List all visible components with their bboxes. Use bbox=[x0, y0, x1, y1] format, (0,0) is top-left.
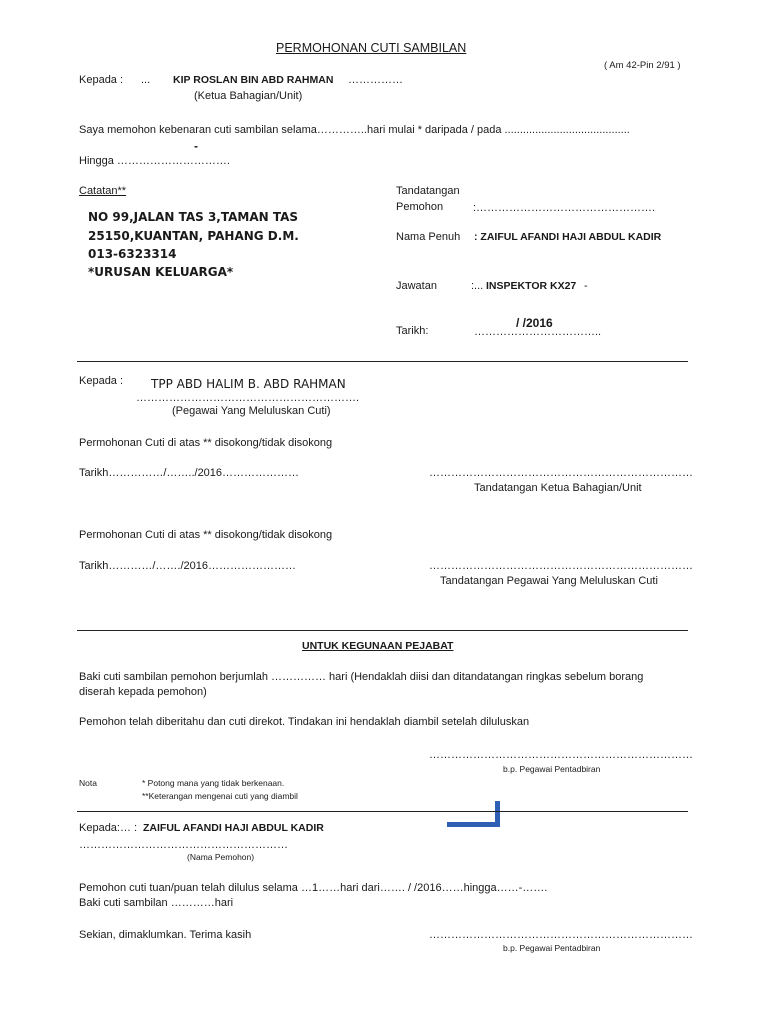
catatan-line-4: *URUSAN KELUARGA* bbox=[88, 265, 234, 279]
jawatan-prefix: :... bbox=[471, 280, 484, 292]
kepada-trail-dots: …………… bbox=[348, 74, 403, 86]
office-signature-dots: ……………………………………………………………… bbox=[429, 749, 693, 761]
section-divider-1 bbox=[77, 361, 688, 362]
kepada-dots-4: ………………………………………………… bbox=[79, 839, 288, 851]
jawatan-value: INSPEKTOR KX27 bbox=[486, 280, 577, 292]
tarikh-line-2: Tarikh…………/……./2016…………………… bbox=[79, 560, 296, 572]
pemohon-line: Pemohon telah diberitahu dan cuti direkot. Tindakan ini hendaklah diambil setelah diluluskan bbox=[79, 716, 530, 728]
nota-line-1: * Potong mana yang tidak berkenaan. bbox=[142, 778, 285, 788]
signature-dots: :…………………………………………. bbox=[473, 202, 656, 214]
section-divider-2 bbox=[77, 630, 688, 631]
final-signature-label: b.p. Pegawai Pentadbiran bbox=[503, 943, 601, 953]
catatan-line-1: NO 99,JALAN TAS 3,TAMAN TAS bbox=[88, 210, 299, 224]
kepada-dots: ... bbox=[141, 74, 151, 86]
baki-cuti-line: Baki cuti sambilan …………hari bbox=[79, 897, 234, 909]
kepada-label: Kepada : bbox=[79, 74, 124, 86]
kepada-role-4: (Nama Pemohon) bbox=[187, 852, 255, 862]
request-line: Saya memohon kebenaran cuti sambilan selama…………..hari mulai * daripada / pada ......................................... bbox=[79, 124, 630, 136]
signature-label-ketua: Tandatangan Ketua Bahagian/Unit bbox=[474, 482, 642, 494]
kepada-name-2: TPP ABD HALIM B. ABD RAHMAN bbox=[151, 377, 346, 391]
blue-pen-mark bbox=[447, 801, 501, 829]
jawatan-suffix: - bbox=[584, 280, 588, 292]
baki-line-1: Baki cuti sambilan pemohon berjumlah …………… hari (Hendaklah diisi dan ditandatangan ringkas sebelum borang bbox=[79, 671, 644, 683]
nama-label: Nama Penuh bbox=[396, 231, 461, 243]
jawatan-label: Jawatan bbox=[396, 280, 437, 292]
catatan-line-2: 25150,KUANTAN, PAHANG D.M. bbox=[88, 229, 299, 243]
signature-label-pegawai: Tandatangan Pegawai Yang Meluluskan Cuti bbox=[440, 575, 658, 587]
baki-line-2: diserah kepada pemohon) bbox=[79, 686, 207, 698]
section-divider-3 bbox=[77, 811, 688, 812]
sokong-line-2: Permohonan Cuti di atas ** disokong/tidak disokong bbox=[79, 529, 333, 541]
sekian-line: Sekian, dimaklumkan. Terima kasih bbox=[79, 929, 252, 941]
tarikh-label: Tarikh: bbox=[396, 325, 429, 337]
signature-label-line1: Tandatangan bbox=[396, 185, 460, 197]
nota-label: Nota bbox=[79, 778, 97, 788]
nota-line-2: **Keterangan mengenai cuti yang diambil bbox=[142, 791, 298, 801]
signature-label-line2: Pemohon bbox=[396, 201, 444, 213]
form-reference: ( Am 42-Pin 2/91 ) bbox=[604, 60, 681, 71]
signature-dots-ketua: ……………………………………………………………… bbox=[429, 467, 693, 479]
signature-dots-pegawai: ……………………………………………………………… bbox=[429, 560, 693, 572]
tarikh-value: / /2016 bbox=[516, 316, 553, 330]
tarikh-line-1: Tarikh……………/……../2016………………… bbox=[79, 467, 300, 479]
kepada-label-2: Kepada : bbox=[79, 375, 124, 387]
office-heading: UNTUK KEGUNAAN PEJABAT bbox=[302, 640, 454, 652]
form-title: PERMOHONAN CUTI SAMBILAN bbox=[276, 41, 467, 55]
kepada-name: KIP ROSLAN BIN ABD RAHMAN bbox=[173, 74, 334, 86]
nama-value: : ZAIFUL AFANDI HAJI ABDUL KADIR bbox=[474, 231, 662, 243]
kepada-prefix-4: Kepada:… : bbox=[79, 822, 138, 834]
kepada-role-2: (Pegawai Yang Meluluskan Cuti) bbox=[172, 405, 331, 417]
kepada-dots-2: ……………………………………………………. bbox=[136, 392, 360, 404]
kepada-role: (Ketua Bahagian/Unit) bbox=[194, 90, 303, 102]
hingga-line: Hingga …………………………. bbox=[79, 155, 230, 167]
catatan-label: Catatan** bbox=[79, 185, 127, 197]
lulus-line: Pemohon cuti tuan/puan telah dilulus selama …1……hari dari……. / /2016……hingga……-……. bbox=[79, 882, 548, 894]
sokong-line-1: Permohonan Cuti di atas ** disokong/tidak disokong bbox=[79, 437, 333, 449]
tarikh-dots: …………………………….. bbox=[474, 326, 602, 338]
office-signature-label: b.p. Pegawai Pentadbiran bbox=[503, 764, 601, 774]
catatan-line-3: 013-6323314 bbox=[88, 247, 177, 261]
final-signature-dots: ……………………………………………………………… bbox=[429, 929, 693, 941]
kepada-name-4: ZAIFUL AFANDI HAJI ABDUL KADIR bbox=[143, 822, 324, 834]
stray-mark: - bbox=[194, 139, 198, 153]
